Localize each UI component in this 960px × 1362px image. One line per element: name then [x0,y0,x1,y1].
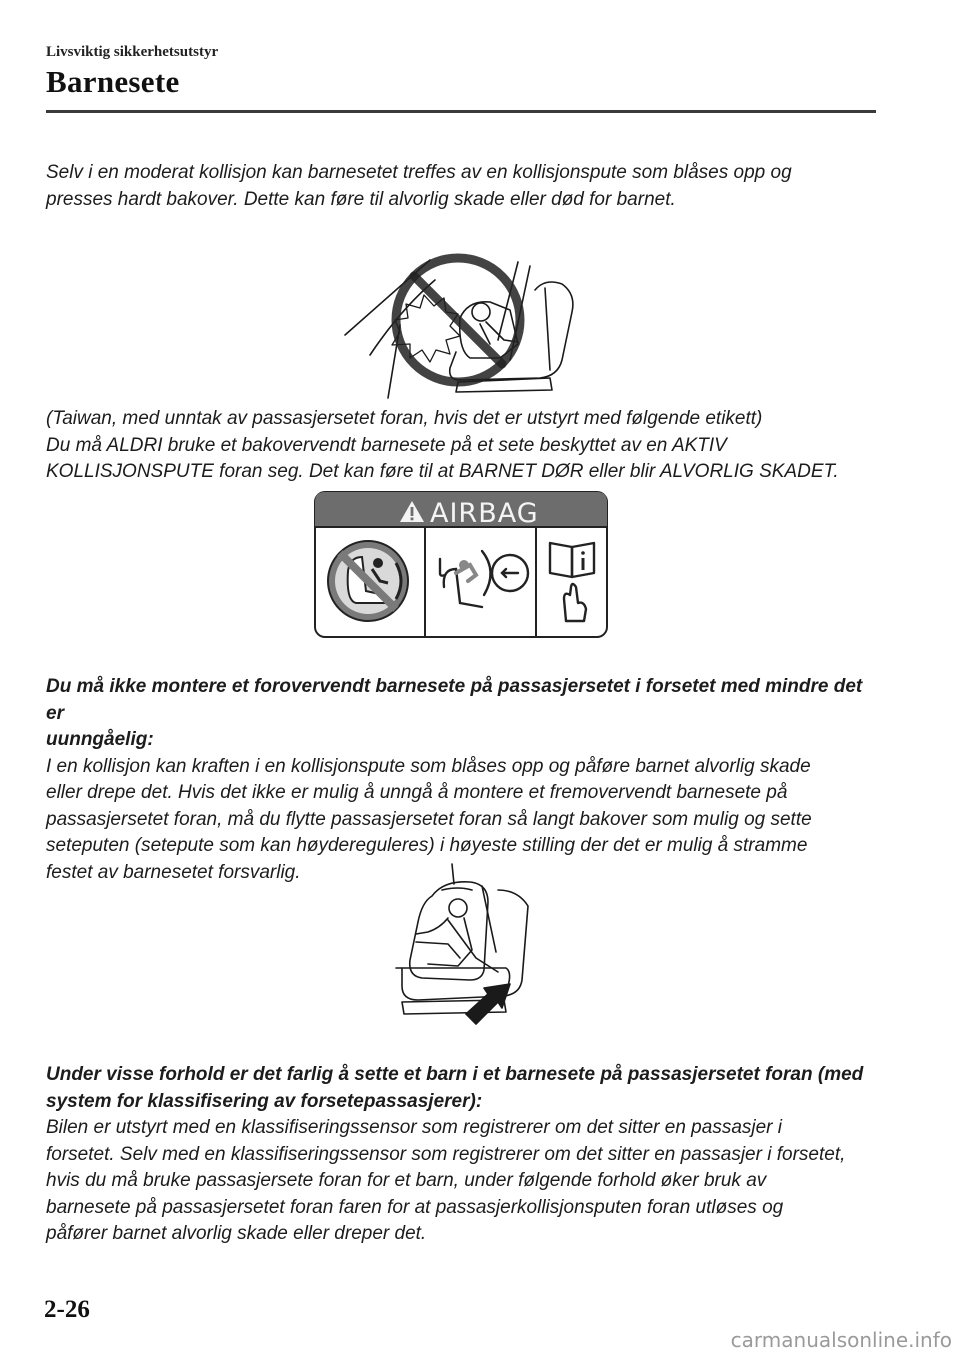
text-line: (Taiwan, med unntak av passasjersetet foran, hvis det er utstyrt med følgende etikett) [46,408,763,429]
text-line: passasjersetet foran, må du flytte passasjersetet foran så langt bakover som mulig og sette [46,808,812,830]
text-line: Bilen er utstyrt med en klassifiseringssensor som registrerer om det sitter en passasjer i [46,1117,782,1138]
paragraph-airbag-risk [46,160,876,213]
text-line: I en kollisjon kan kraften i en kollisjonspute som blåses opp og påføre barnet alvorlig skade [46,755,811,777]
text-line: påfører barnet alvorlig skade eller dreper det. [46,1223,427,1244]
text-line: presses hardt bakover. Dette kan føre til alvorlig skade eller død for barnet. [46,188,676,210]
paragraph-forward-facing [46,674,876,886]
title-rule [46,110,876,113]
text-line: seteputen (setepute som kan høydereguleres) i høyeste stilling der det er mulig å stramme [46,835,808,856]
text-line: Du må ALDRI bruke et bakovervendt barnesete på et sete beskyttet av en AKTIV [46,434,727,456]
watermark: carmanualsonline.info [730,1328,952,1352]
section-label: Livsviktig sikkerhetsutstyr [46,44,219,60]
airbag-warning-label [314,491,608,639]
no-rear-facing-seat-icon [328,541,408,621]
text-line: system for klassifisering av forsetepassasjerer): [46,1090,483,1112]
text-line: festet av barnesetet forsvarlig. [46,861,301,883]
page-number: 2-26 [44,1296,90,1323]
text-line: hvis du må bruke passasjersete foran for et barn, under følgende forhold øker bruk av [46,1170,767,1191]
text-line: Under visse forhold er det farlig å sette et barn i et barnesete på passasjersetet foran (med [46,1064,864,1085]
page-title: Barnesete [46,64,180,99]
text-line: forsetet. Selv med en klassifiseringssensor som registrerer om det sitter en passasjer i forsetet, [46,1143,846,1165]
text-line: uunngåelig: [46,729,154,750]
forward-facing-seat-moved-back-illustration [388,862,538,1030]
paragraph-occupant-classification [46,1062,876,1248]
text-line: Selv i en moderat kollisjon kan barnesetet treffes av en kollisjonspute som blåses opp og [46,162,792,183]
text-line: KOLLISJONSPUTE foran seg. Det kan føre til at BARNET DØR eller blir ALVORLIG SKADET. [46,461,839,482]
text-line: eller drepe det. Hvis det ikke er mulig å unngå å montere et fremovervendt barnesete på [46,782,788,803]
text-line: barnesete på passasjersetet foran faren for at passasjerkollisjonsputen foran utløses og [46,1196,784,1218]
rear-facing-seat-airbag-prohibited-illustration [340,240,600,400]
text-line: Du må ikke montere et forovervendt barnesete på passasjersetet i forsetet med mindre det er [46,676,863,724]
airbag-label-text: AIRBAG [430,498,539,529]
paragraph-taiwan-warning [46,406,876,486]
